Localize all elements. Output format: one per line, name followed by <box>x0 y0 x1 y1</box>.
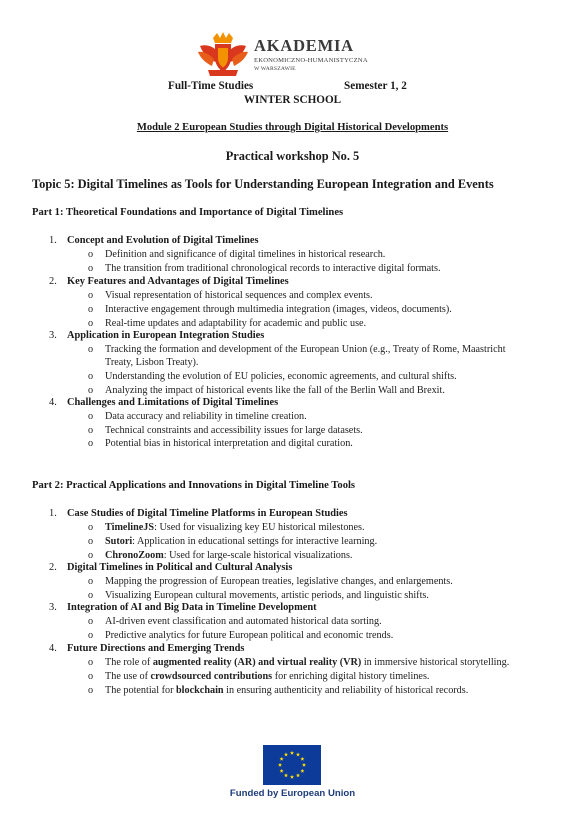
semester-label: Semester 1, 2 <box>344 80 407 92</box>
studies-label: Full-Time Studies <box>168 80 254 92</box>
logo-subtitle: EKONOMICZNO-HUMANISTYCZNA <box>254 57 368 64</box>
list-item: Predictive analytics for future European political and economic trends. <box>105 630 394 641</box>
part1-heading: Part 1: Theoretical Foundations and Importance of Digital Timelines <box>32 207 344 218</box>
bullet-icon: o <box>88 590 94 601</box>
bullet-icon: o <box>88 263 94 274</box>
crest-icon <box>196 32 250 78</box>
list-item: Data accuracy and reliability in timeline creation. <box>105 411 307 422</box>
tool-name: ChronoZoom <box>105 550 164 561</box>
bullet-icon: o <box>88 630 94 641</box>
emphasis: crowdsourced contributions <box>150 671 273 682</box>
bullet-icon: o <box>88 318 94 329</box>
list-item-title: Challenges and Limitations of Digital Timelines <box>67 397 279 408</box>
list-item <box>105 536 377 547</box>
list-item: Mapping the progression of European treaties, legislative changes, and enlargements. <box>105 576 453 587</box>
bullet-icon: o <box>88 576 94 587</box>
eu-flag-icon <box>263 745 321 785</box>
list-number: 1. <box>49 235 57 246</box>
list-item: AI-driven event classification and automated historical data sorting. <box>105 616 382 627</box>
akademia-logo <box>196 32 396 80</box>
bullet-icon: o <box>88 425 94 436</box>
bullet-icon: o <box>88 411 94 422</box>
text-suffix: in immersive historical storytelling. <box>361 657 510 668</box>
list-item <box>105 522 365 533</box>
tool-description: : Application in educational settings for interactive learning. <box>132 536 378 547</box>
bullet-icon: o <box>88 344 94 355</box>
emphasis: augmented reality (AR) and virtual reality (VR) <box>152 657 362 668</box>
bullet-icon: o <box>88 371 94 382</box>
list-number: 2. <box>49 562 57 573</box>
bullet-icon: o <box>88 249 94 260</box>
list-item: Definition and significance of digital timelines in historical research. <box>105 249 386 260</box>
funded-by-label: Funded by European Union <box>229 788 356 799</box>
tool-description: : Used for visualizing key EU historical milestones. <box>154 522 365 533</box>
bullet-icon: o <box>88 616 94 627</box>
list-item-title: Case Studies of Digital Timeline Platforms in European Studies <box>67 508 348 519</box>
list-item-title: Application in European Integration Studies <box>67 330 265 341</box>
text-suffix: for enriching digital history timelines. <box>272 671 430 682</box>
list-item: Interactive engagement through multimedia integration (images, videos, documents). <box>105 304 452 315</box>
list-item: Potential bias in historical interpretation and digital curation. <box>105 438 353 449</box>
list-item: The transition from traditional chronological records to interactive digital formats. <box>105 263 441 274</box>
bullet-icon: o <box>88 522 94 533</box>
tool-name: TimelineJS <box>105 522 155 533</box>
list-item: Analyzing the impact of historical events like the fall of the Berlin Wall and Brexit. <box>105 385 445 396</box>
list-item <box>105 550 352 561</box>
tool-name: Sutori <box>105 536 133 547</box>
bullet-icon: o <box>88 438 94 449</box>
text-prefix: The use of <box>105 671 151 682</box>
topic-title: Topic 5: Digital Timelines as Tools for Understanding European Integration and Events <box>32 177 494 191</box>
list-item-title: Digital Timelines in Political and Cultural Analysis <box>67 562 293 573</box>
list-item <box>105 657 509 668</box>
tool-description: : Used for large-scale historical visualizations. <box>163 550 353 561</box>
list-item-title: Key Features and Advantages of Digital Timelines <box>67 276 289 287</box>
list-item <box>105 685 468 696</box>
bullet-icon: o <box>88 385 94 396</box>
bullet-icon: o <box>88 657 94 668</box>
bullet-icon: o <box>88 550 94 561</box>
part2-heading: Part 2: Practical Applications and Innovations in Digital Timeline Tools <box>32 480 356 491</box>
list-number: 1. <box>49 508 57 519</box>
text-suffix: in ensuring authenticity and reliability of historical records. <box>223 685 469 696</box>
list-item: Technical constraints and accessibility issues for large datasets. <box>105 425 363 436</box>
list-number: 3. <box>49 330 57 341</box>
list-number: 4. <box>49 397 57 408</box>
list-number: 3. <box>49 602 57 613</box>
logo-name: AKADEMIA <box>254 36 354 55</box>
bullet-icon: o <box>88 685 94 696</box>
list-item: Visualizing European cultural movements, artistic periods, and linguistic shifts. <box>105 590 429 601</box>
list-item <box>105 671 429 682</box>
list-item: Understanding the evolution of EU policies, economic agreements, and cultural shifts. <box>105 371 457 382</box>
list-item: Real-time updates and adaptability for academic and public use. <box>105 318 367 329</box>
bullet-icon: o <box>88 536 94 547</box>
list-item-title: Future Directions and Emerging Trends <box>67 643 245 654</box>
bullet-icon: o <box>88 290 94 301</box>
module-title: Module 2 European Studies through Digital Historical Developments <box>136 122 449 133</box>
list-item-title: Integration of AI and Big Data in Timeline Development <box>67 602 317 613</box>
list-number: 2. <box>49 276 57 287</box>
school-label: WINTER SCHOOL <box>243 94 342 106</box>
list-number: 4. <box>49 643 57 654</box>
list-item-continuation: Treaty, Lisbon Treaty). <box>105 357 199 368</box>
bullet-icon: o <box>88 671 94 682</box>
emphasis: blockchain <box>176 685 224 696</box>
list-item: Tracking the formation and development of the European Union (e.g., Treaty of Rome, Maastricht <box>105 344 506 355</box>
list-item-title: Concept and Evolution of Digital Timelines <box>67 235 259 246</box>
text-prefix: The role of <box>105 657 153 668</box>
text-prefix: The potential for <box>105 685 177 696</box>
logo-location: W WARSZAWIE <box>254 66 296 72</box>
bullet-icon: o <box>88 304 94 315</box>
list-item: Visual representation of historical sequences and complex events. <box>105 290 373 301</box>
workshop-title: Practical workshop No. 5 <box>225 149 360 163</box>
